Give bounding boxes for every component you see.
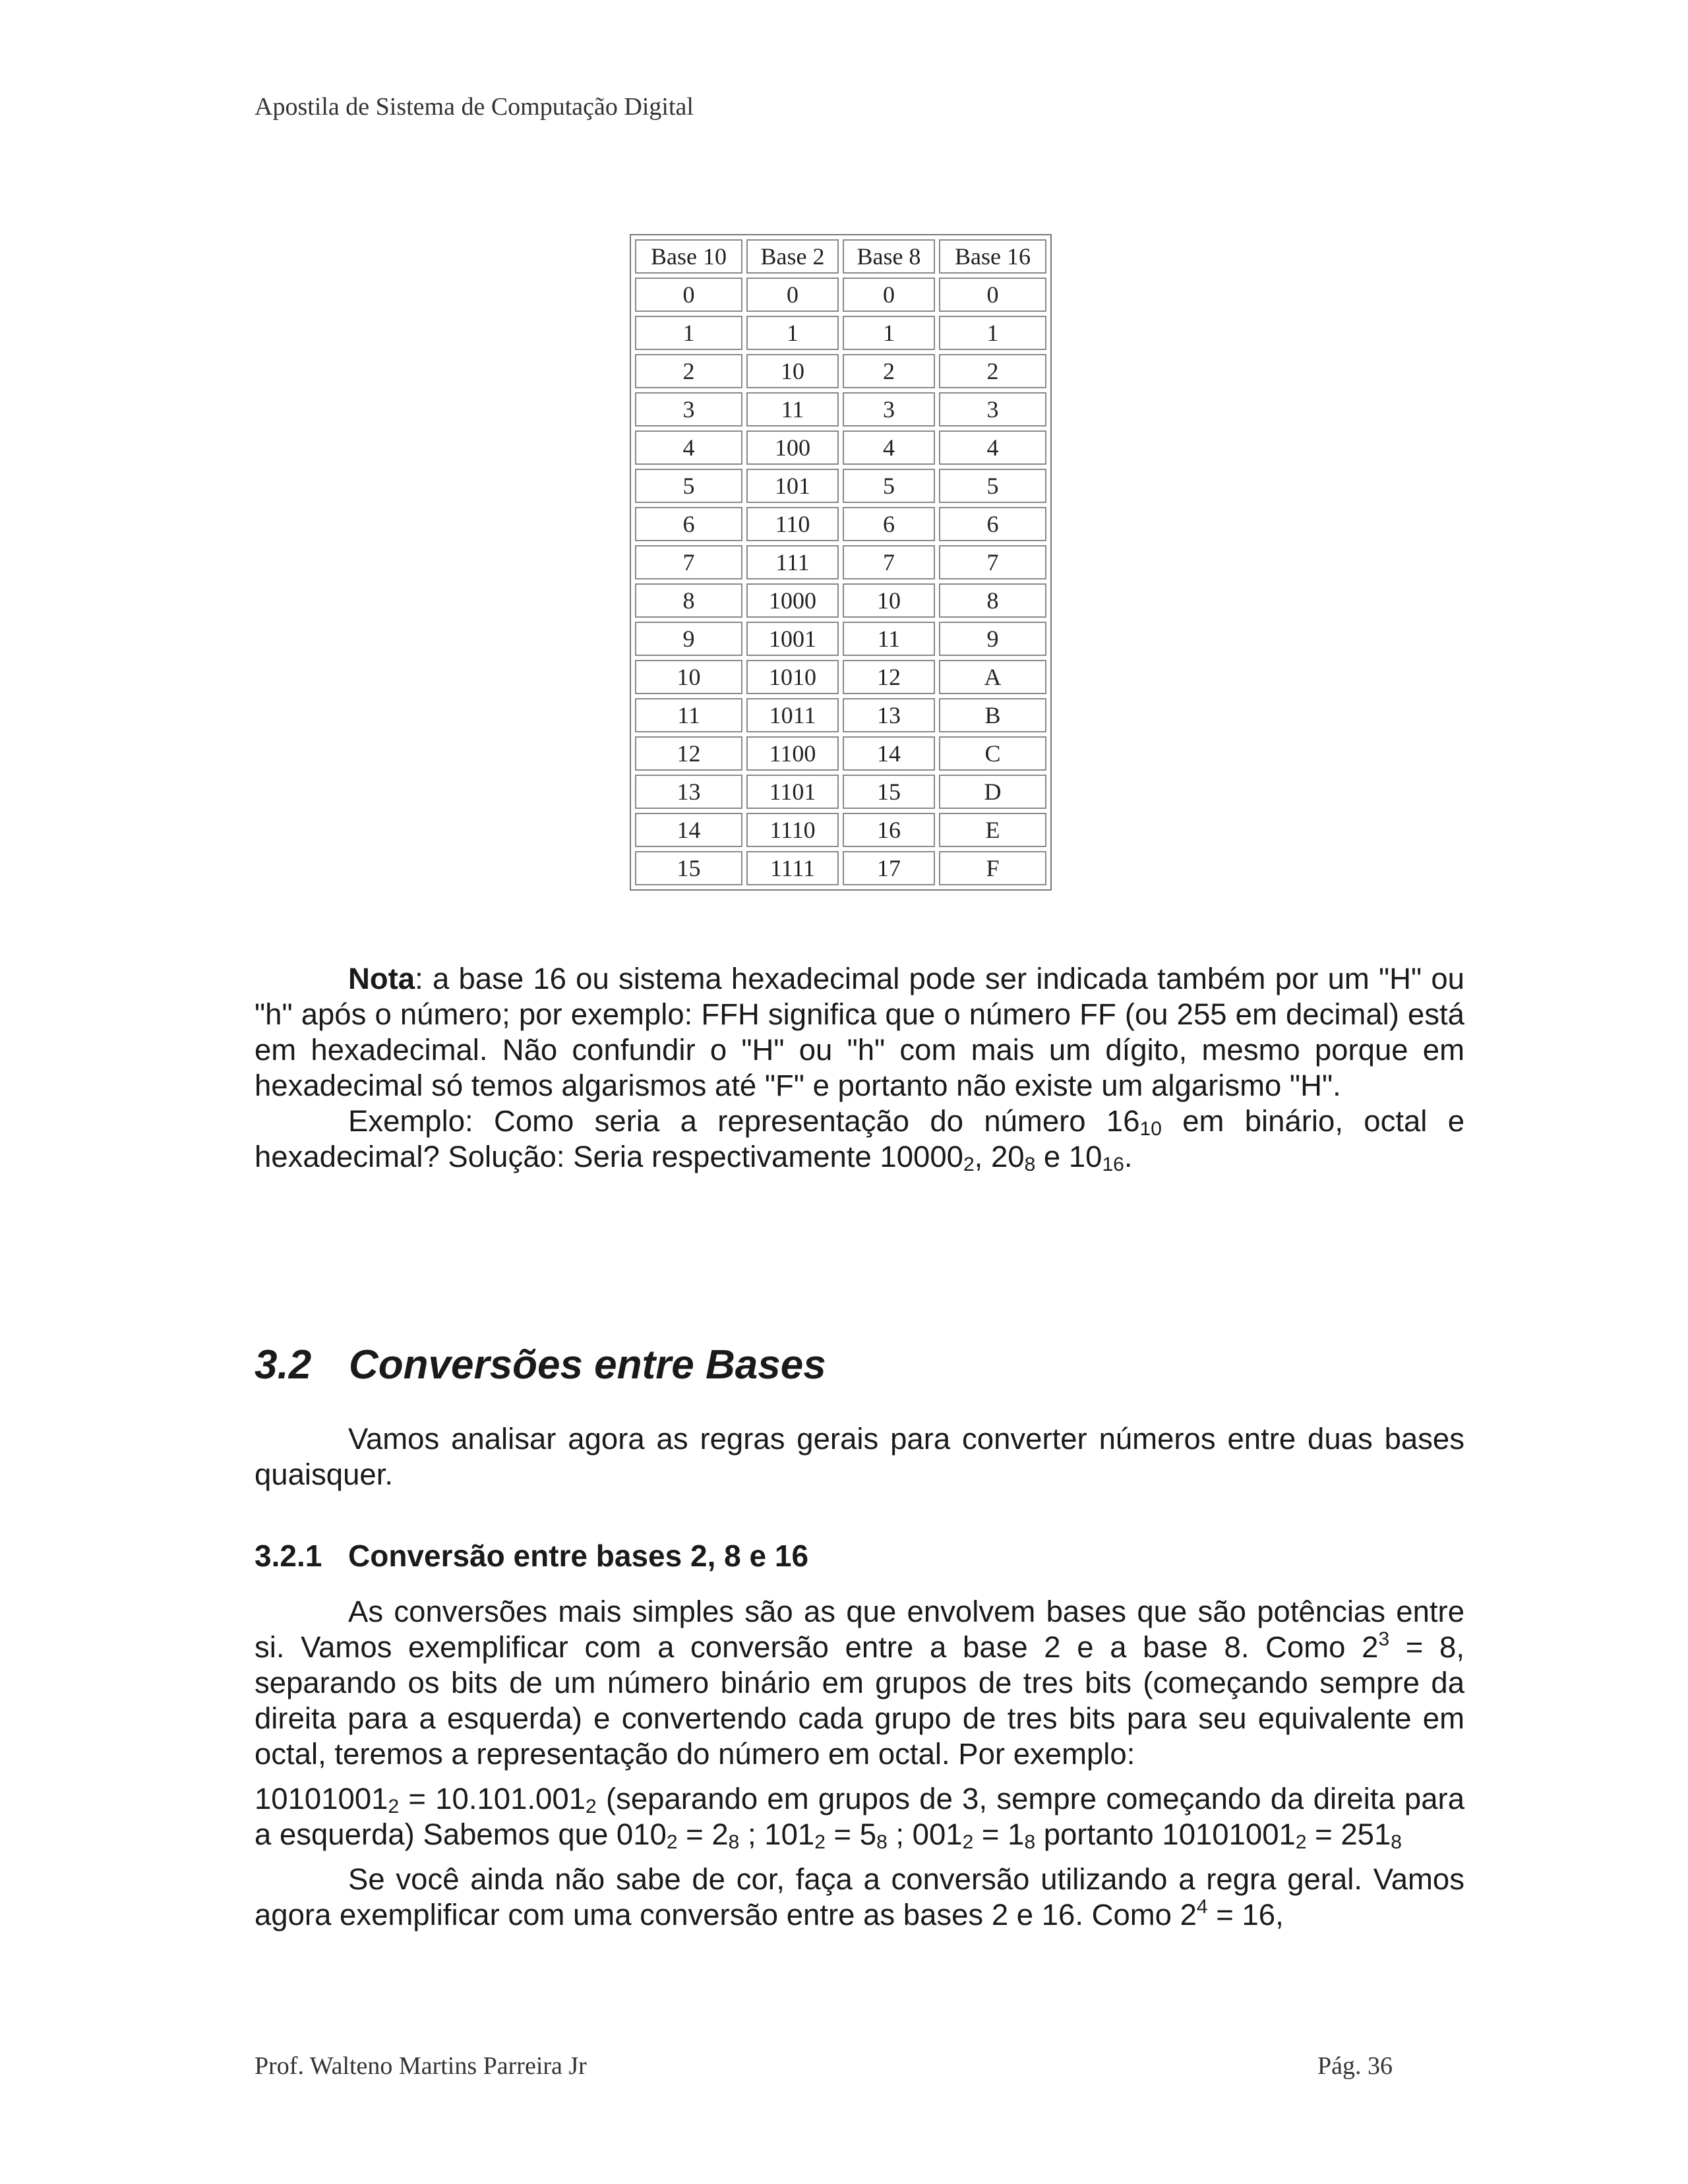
subsection-body bbox=[255, 1594, 1464, 1933]
nota-paragraph bbox=[255, 961, 1464, 1175]
nota-text: : a base 16 ou sistema hexadecimal pode ser indicada também por um "H" ou "h" após o número; por exemplo: FFH significa que o número FF (ou 255 em decimal) está em hexadecimal. Não confundir o "H" ou "h" com mais um dígito, mesmo porque em hexadecimal só temos algarismos até "F" e portanto não existe um algarismo "H". bbox=[255, 962, 1464, 1102]
footer-author: Prof. Walteno Martins Parreira Jr bbox=[255, 2052, 587, 2080]
table-cell: 110 bbox=[746, 507, 839, 541]
table-body bbox=[635, 278, 1046, 885]
table-cell: 5 bbox=[939, 469, 1046, 503]
table-cell: 17 bbox=[843, 851, 935, 885]
table-cell: 7 bbox=[939, 545, 1046, 579]
text-run: portanto 10101001 bbox=[1035, 1817, 1296, 1851]
text-run: As conversões mais simples são as que envolvem bases que são potências entre si. Vamos exemplificar com a conversão entre a base 2 e a base 8. Como 2 bbox=[255, 1595, 1464, 1664]
paragraph-1 bbox=[255, 1594, 1464, 1772]
table-row bbox=[635, 851, 1046, 885]
table-cell: 8 bbox=[635, 583, 742, 618]
table-cell: 7 bbox=[843, 545, 935, 579]
table-cell: 10 bbox=[746, 354, 839, 388]
base-conversion-table bbox=[630, 234, 1052, 891]
table-cell: 10 bbox=[635, 660, 742, 694]
table-row bbox=[635, 813, 1046, 847]
table-cell: 6 bbox=[939, 507, 1046, 541]
subscript: 16 bbox=[1102, 1154, 1124, 1175]
table-row bbox=[635, 775, 1046, 809]
table-cell: 1110 bbox=[746, 813, 839, 847]
table-cell: 1 bbox=[843, 316, 935, 350]
footer-page-number: Pág. 36 bbox=[1317, 2052, 1393, 2080]
table-row bbox=[635, 660, 1046, 694]
table-row bbox=[635, 545, 1046, 579]
text-run: em binário, octal e hexadecimal? Solução: Seria respectivamente 10000 bbox=[255, 1104, 1465, 1173]
text-run: = 10.101.001 bbox=[399, 1782, 586, 1815]
text-run: = 1 bbox=[973, 1817, 1025, 1851]
table-cell: D bbox=[939, 775, 1046, 809]
table-cell: 11 bbox=[843, 622, 935, 656]
table-header-cell: Base 2 bbox=[746, 239, 839, 274]
text-run: (separando em grupos de 3, sempre começando da direita para a esquerda) Sabemos que 010 bbox=[255, 1782, 1464, 1851]
table-cell: 1011 bbox=[746, 698, 839, 732]
table-row bbox=[635, 316, 1046, 350]
exemplo-paragraph bbox=[255, 1104, 1464, 1175]
section-title: Conversões entre Bases bbox=[349, 1342, 826, 1388]
table-cell: 11 bbox=[635, 698, 742, 732]
table-cell: 2 bbox=[635, 354, 742, 388]
superscript: 4 bbox=[1196, 1896, 1208, 1918]
table-cell: 14 bbox=[635, 813, 742, 847]
table-row bbox=[635, 736, 1046, 771]
text-run: . bbox=[1124, 1140, 1133, 1173]
table-cell: 1001 bbox=[746, 622, 839, 656]
table-cell: 1 bbox=[746, 316, 839, 350]
table-cell: 3 bbox=[635, 392, 742, 427]
table-cell: 5 bbox=[635, 469, 742, 503]
text-run: e 10 bbox=[1035, 1140, 1102, 1173]
subsection-number: 3.2.1 bbox=[255, 1539, 322, 1573]
table-cell: 0 bbox=[843, 278, 935, 312]
table-row bbox=[635, 430, 1046, 465]
table-cell: 0 bbox=[939, 278, 1046, 312]
table-cell: 111 bbox=[746, 545, 839, 579]
text-run: = 251 bbox=[1306, 1817, 1391, 1851]
table-cell: 4 bbox=[843, 430, 935, 465]
table-cell: 9 bbox=[939, 622, 1046, 656]
text-run: Exemplo: Como seria a representação do número 16 bbox=[348, 1104, 1140, 1138]
table-cell: 12 bbox=[635, 736, 742, 771]
table-cell: 4 bbox=[635, 430, 742, 465]
paragraph-3 bbox=[255, 1862, 1464, 1933]
section-intro-paragraph bbox=[255, 1421, 1464, 1492]
subscript: 8 bbox=[1391, 1831, 1402, 1853]
table-cell: 1 bbox=[939, 316, 1046, 350]
subscript: 2 bbox=[962, 1831, 974, 1853]
table-header-cell: Base 8 bbox=[843, 239, 935, 274]
section-heading bbox=[255, 1342, 826, 1388]
table-header-cell: Base 16 bbox=[939, 239, 1046, 274]
text-run: , 20 bbox=[974, 1140, 1025, 1173]
subscript: 2 bbox=[585, 1796, 597, 1817]
table-header-row bbox=[635, 239, 1046, 274]
table-cell: F bbox=[939, 851, 1046, 885]
table-cell: 9 bbox=[635, 622, 742, 656]
table-cell: 1000 bbox=[746, 583, 839, 618]
table-cell: 11 bbox=[746, 392, 839, 427]
subscript: 2 bbox=[1295, 1831, 1307, 1853]
table-cell: 8 bbox=[939, 583, 1046, 618]
table-cell: 1111 bbox=[746, 851, 839, 885]
table-cell: 14 bbox=[843, 736, 935, 771]
table-cell: A bbox=[939, 660, 1046, 694]
table-row bbox=[635, 507, 1046, 541]
table-cell: 13 bbox=[635, 775, 742, 809]
table-row bbox=[635, 583, 1046, 618]
table-cell: E bbox=[939, 813, 1046, 847]
table-row bbox=[635, 354, 1046, 388]
table-cell: B bbox=[939, 698, 1046, 732]
table-cell: 13 bbox=[843, 698, 935, 732]
table-cell: 6 bbox=[635, 507, 742, 541]
table-row bbox=[635, 469, 1046, 503]
table-cell: 15 bbox=[843, 775, 935, 809]
table-cell: 0 bbox=[635, 278, 742, 312]
subscript: 8 bbox=[876, 1831, 888, 1853]
table-cell: 101 bbox=[746, 469, 839, 503]
table-cell: 1010 bbox=[746, 660, 839, 694]
table-cell: 10 bbox=[843, 583, 935, 618]
subscript: 2 bbox=[963, 1154, 975, 1175]
text-run: = 8, separando os bits de um número binário em grupos de tres bits (começando sempre da direita para a esquerda) e convertendo cada grupo de tres bits para seu equivalente em octal, teremos a representação do número em octal. Por exemplo: bbox=[255, 1630, 1464, 1771]
table-cell: 12 bbox=[843, 660, 935, 694]
paragraph-2 bbox=[255, 1781, 1464, 1852]
table-cell: 0 bbox=[746, 278, 839, 312]
superscript: 3 bbox=[1378, 1628, 1390, 1650]
text-run: = 5 bbox=[825, 1817, 877, 1851]
subscript: 8 bbox=[1024, 1831, 1036, 1853]
table-cell: 3 bbox=[939, 392, 1046, 427]
subscript: 8 bbox=[1024, 1154, 1036, 1175]
table-cell: 4 bbox=[939, 430, 1046, 465]
table-cell: 7 bbox=[635, 545, 742, 579]
table-cell: 100 bbox=[746, 430, 839, 465]
table-row bbox=[635, 622, 1046, 656]
table-row bbox=[635, 698, 1046, 732]
table-cell: 3 bbox=[843, 392, 935, 427]
text-run: = 2 bbox=[677, 1817, 729, 1851]
table-header-cell: Base 10 bbox=[635, 239, 742, 274]
subsection-title: Conversão entre bases 2, 8 e 16 bbox=[348, 1539, 809, 1573]
table-cell: 6 bbox=[843, 507, 935, 541]
text-run: ; 001 bbox=[887, 1817, 963, 1851]
section-intro-text: Vamos analisar agora as regras gerais para converter números entre duas bases quaisquer. bbox=[255, 1422, 1464, 1491]
table-cell: 2 bbox=[843, 354, 935, 388]
table-row bbox=[635, 278, 1046, 312]
text-run: = 16, bbox=[1207, 1898, 1284, 1932]
section-number: 3.2 bbox=[255, 1342, 312, 1388]
table-cell: C bbox=[939, 736, 1046, 771]
table-cell: 5 bbox=[843, 469, 935, 503]
table-cell: 1 bbox=[635, 316, 742, 350]
table-cell: 1101 bbox=[746, 775, 839, 809]
table-cell: 2 bbox=[939, 354, 1046, 388]
text-run: ; 101 bbox=[739, 1817, 815, 1851]
subscript: 8 bbox=[728, 1831, 740, 1853]
table-cell: 16 bbox=[843, 813, 935, 847]
subscript: 10 bbox=[1139, 1118, 1162, 1140]
text-run: 10101001 bbox=[255, 1782, 388, 1815]
table-cell: 15 bbox=[635, 851, 742, 885]
subsection-heading bbox=[255, 1538, 808, 1574]
subscript: 2 bbox=[388, 1796, 400, 1817]
subscript: 2 bbox=[666, 1831, 678, 1853]
text-run: Se você ainda não sabe de cor, faça a conversão utilizando a regra geral. Vamos agora exemplificar com uma conversão entre as bases 2 e 16. Como 2 bbox=[255, 1862, 1464, 1932]
table-cell: 1100 bbox=[746, 736, 839, 771]
page-header: Apostila de Sistema de Computação Digital bbox=[255, 93, 694, 121]
table-row bbox=[635, 392, 1046, 427]
nota-label: Nota bbox=[348, 962, 415, 995]
subscript: 2 bbox=[814, 1831, 826, 1853]
